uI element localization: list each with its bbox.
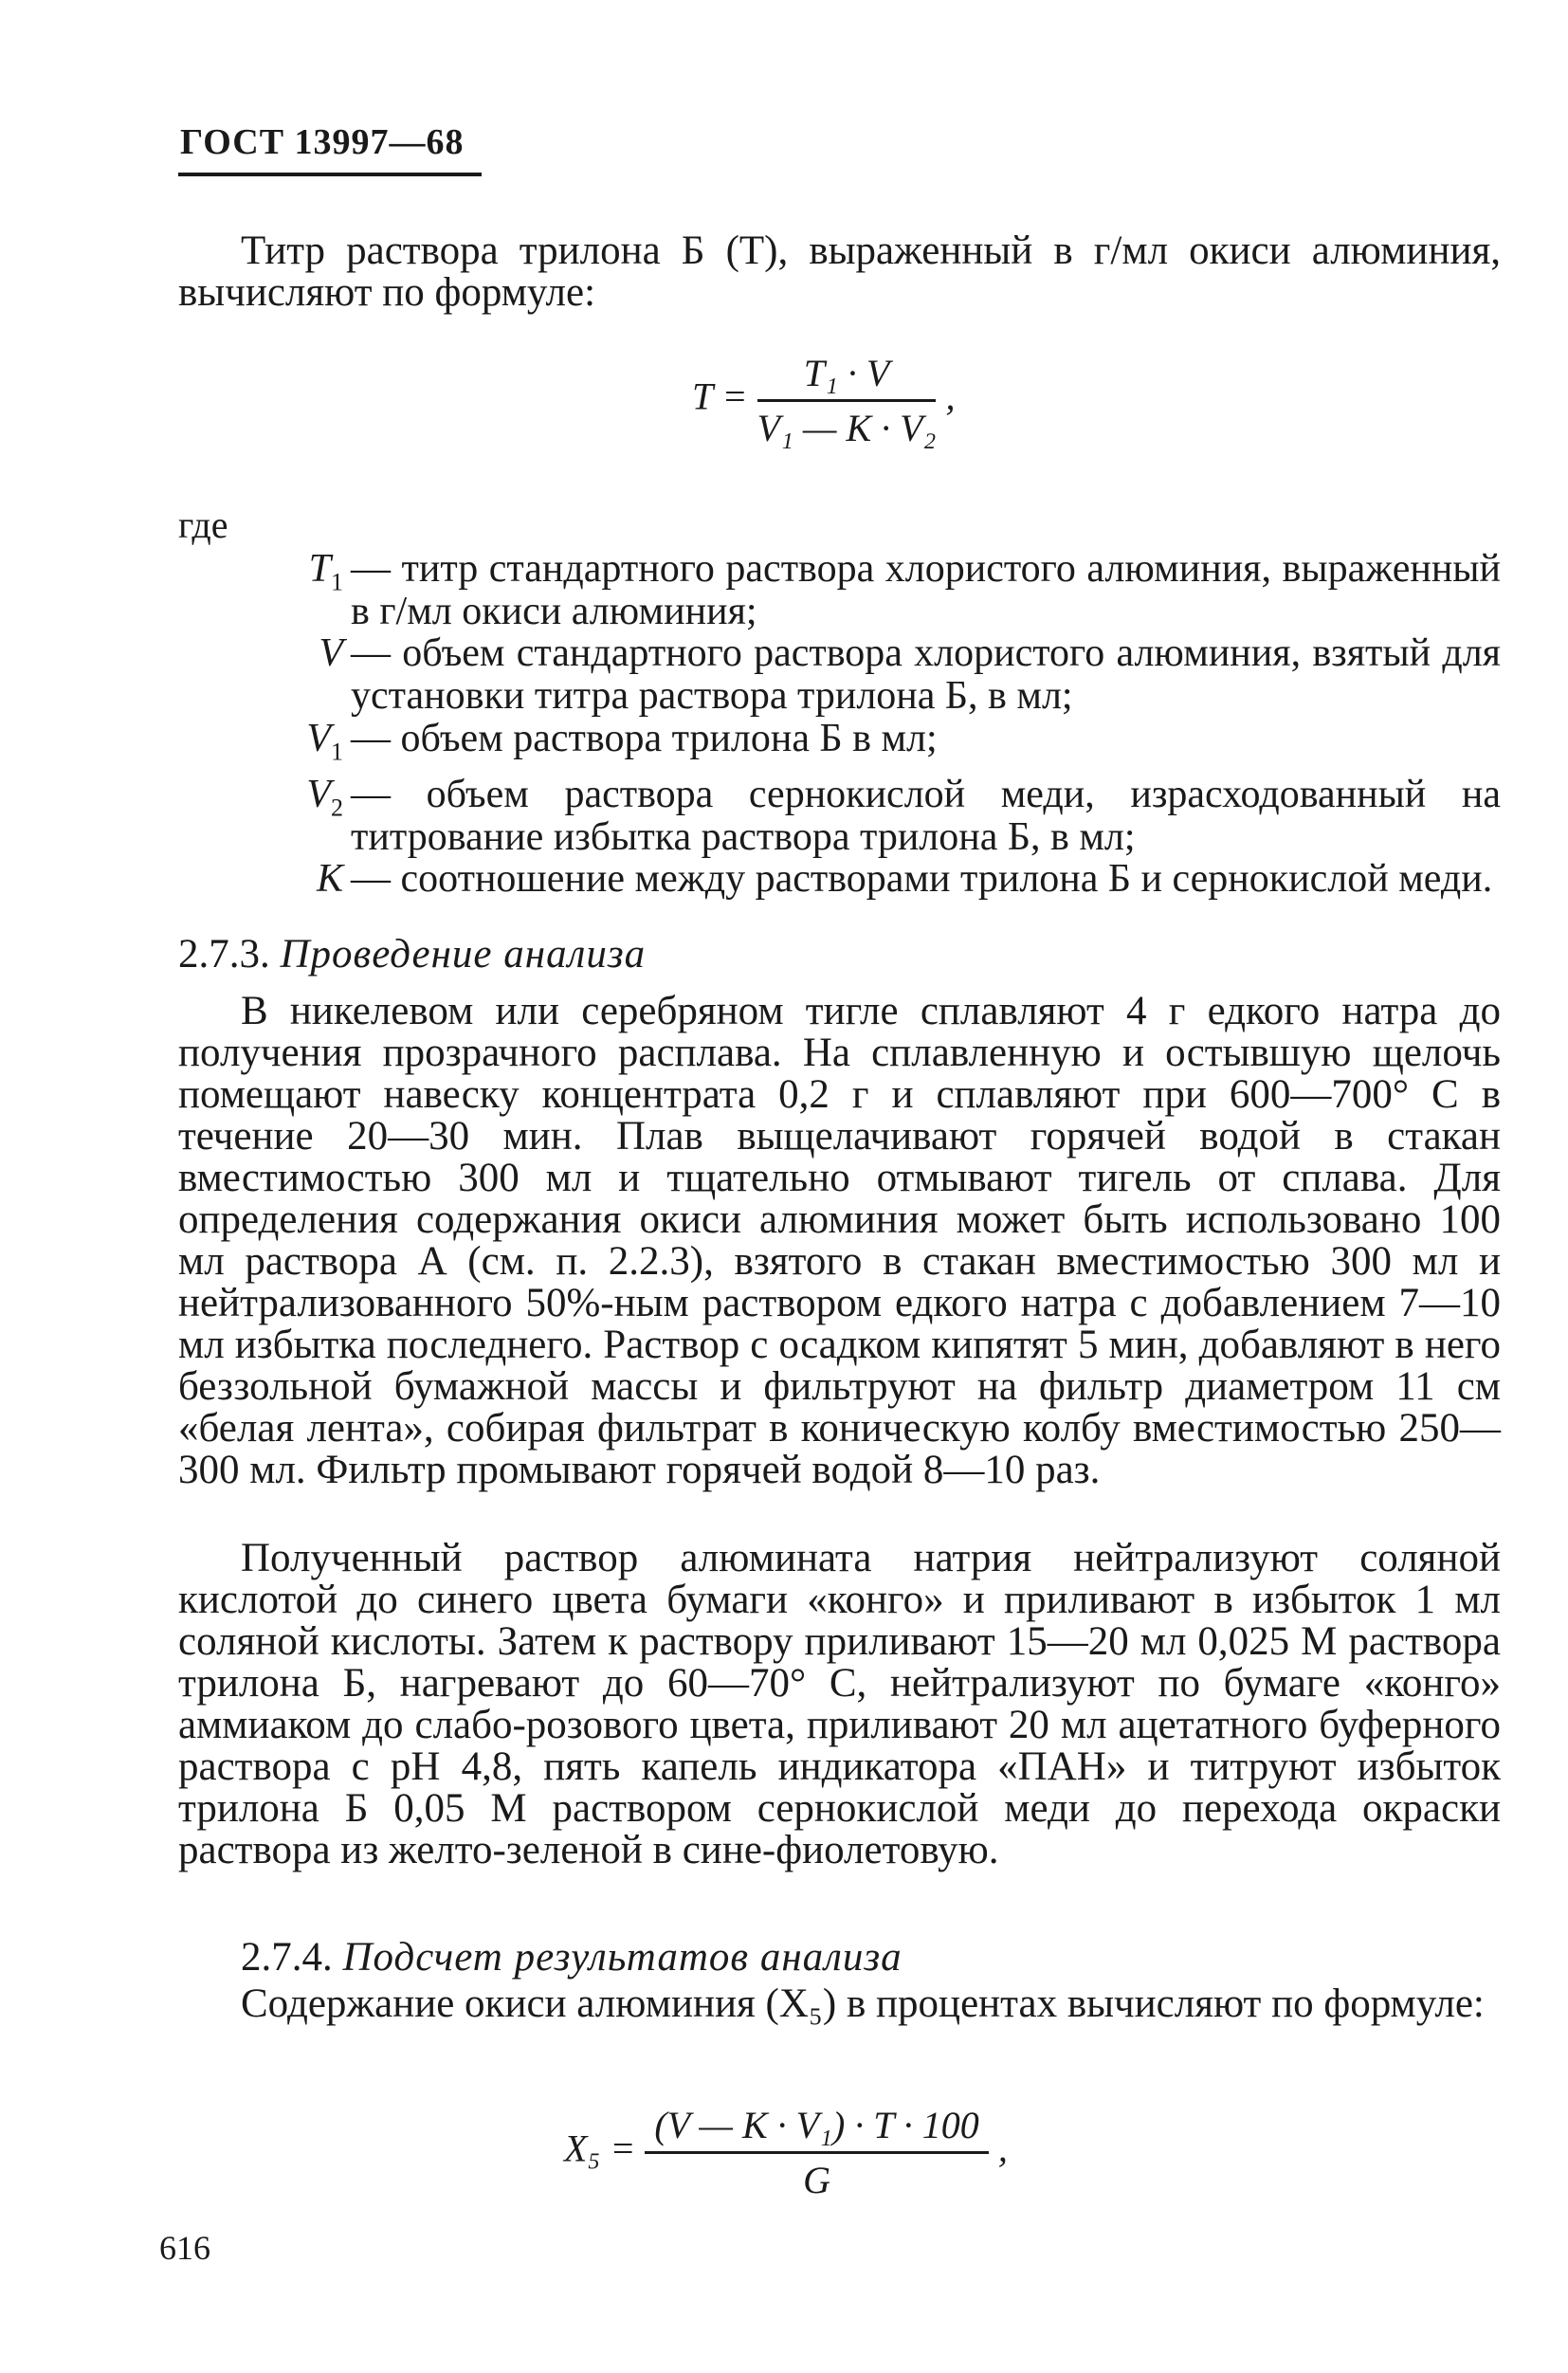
definition-text: — соотношение между растворами трилона Б и сернокислой меди.: [351, 857, 1493, 902]
section-title: Подсчет результатов анализа: [342, 1935, 903, 1980]
formula-titer-numerator: T₁ · V: [757, 351, 937, 402]
formula-titer-trail: ,: [945, 374, 956, 418]
where-label: где: [178, 503, 228, 546]
procedure-paragraph-1: В никелевом или серебряном тигле сплавляют 4 г едкого натра до получения прозрачного расплава. На сплавленную и остывшую щелочь помещают навеску концентрата 0,2 г и сплавляют при 600—700° С в течение 20—30 мин. Плав выщелачивают горячей водой в стакан вместимостью 300 мл и тщательно отмывают тигель от сплава. Для определения содержания окиси алюминия может быть использовано 100 мл раствора А (см. п. 2.2.3), взятого в стакан вместимостью 300 мл и нейтрализованного 50%-ным раствором едкого натра с добавлением 7—10 мл избытка последнего. Раствор с осадком кипятят 5 мин, добавляют в него беззольной бумажной массы и фильтруют на фильтр диаметром 11 см «белая лента», собирая фильтрат в коническую колбу вместимостью 250—300 мл. Фильтр промывают горячей водой 8—10 раз.: [178, 989, 1501, 1492]
procedure-paragraph-2: Полученный раствор алюмината натрия нейтрализуют соляной кислотой до синего цвета бумаги «конго» и приливают в избыток 1 мл соляной кислоты. Затем к раствору приливают 15—20 мл 0,025 М раствора трилона Б, нагревают до 60—70° С, нейтрализуют по бумаге «конго» аммиаком до слабо-розового цвета, приливают 20 мл ацетатного буферного раствора с pH 4,8, пять капель индикатора «ПАН» и титруют избыток трилона Б 0,05 М раствором сернокислой меди до перехода окраски раствора из желто-зеленой в сине-фиолетовую.: [178, 1536, 1501, 1872]
definition-symbol: $V_1$: [306, 716, 343, 766]
definition-text: — объем раствора сернокислой меди, израсходованный на титрование избытка раствора трилона Б, в мл;: [351, 772, 1501, 859]
page-number: 616: [159, 2229, 210, 2267]
calculation-paragraph: Содержание окиси алюминия (X₅) в процентах вычисляют по формуле:: [241, 1981, 1485, 2026]
definition-symbol: $T_1$: [308, 547, 343, 596]
definition-item: [178, 774, 1501, 858]
definition-item: [178, 548, 1501, 632]
definition-text: — объем раствора трилона Б в мл;: [351, 716, 938, 760]
definition-text: — объем стандартного раствора хлористого алюминия, взятый для установки титра раствора трилона Б, в мл;: [351, 631, 1501, 719]
intro-paragraph: Титр раствора трилона Б (Т), выраженный в г/мл окиси алюминия, вычисляют по формуле:: [178, 228, 1501, 315]
definition-symbol: $V_2$: [306, 772, 343, 822]
formula-titer: [692, 351, 955, 450]
definition-symbol: V: [319, 631, 343, 676]
definition-item: [178, 718, 1501, 774]
definition-symbol: K: [316, 857, 343, 902]
definition-item: [178, 858, 1501, 914]
formula-titer-equals: =: [721, 374, 748, 418]
formula-titer-denominator: V₁ — K · V₂: [757, 407, 937, 449]
header-underline: [178, 173, 482, 176]
document-header: ГОСТ 13997—68: [180, 122, 465, 162]
formula-titer-fraction: [757, 351, 937, 450]
section-title: Проведение анализа: [280, 932, 647, 977]
formula-alumina-denominator: G: [803, 2159, 831, 2201]
section-number: 2.7.4.: [241, 1935, 333, 1980]
definitions-list: [178, 548, 1501, 914]
formula-alumina-numerator: (V — K · V₁) · T · 100: [645, 2103, 988, 2154]
formula-alumina-content: [564, 2103, 1008, 2202]
formula-alumina-trail: ,: [997, 2127, 1008, 2170]
formula-alumina-lhs: X₅: [564, 2127, 601, 2170]
definition-text: — титр стандартного раствора хлористого алюминия, выраженный в г/мл окиси алюминия;: [351, 547, 1501, 633]
section-heading-2-7-3: [178, 931, 646, 977]
formula-alumina-equals: =: [610, 2127, 636, 2170]
formula-alumina-fraction: [645, 2103, 988, 2202]
definition-item: [178, 632, 1501, 717]
section-number: 2.7.3.: [178, 932, 270, 977]
formula-titer-lhs: T: [692, 374, 713, 418]
section-heading-2-7-4: [241, 1934, 903, 1981]
